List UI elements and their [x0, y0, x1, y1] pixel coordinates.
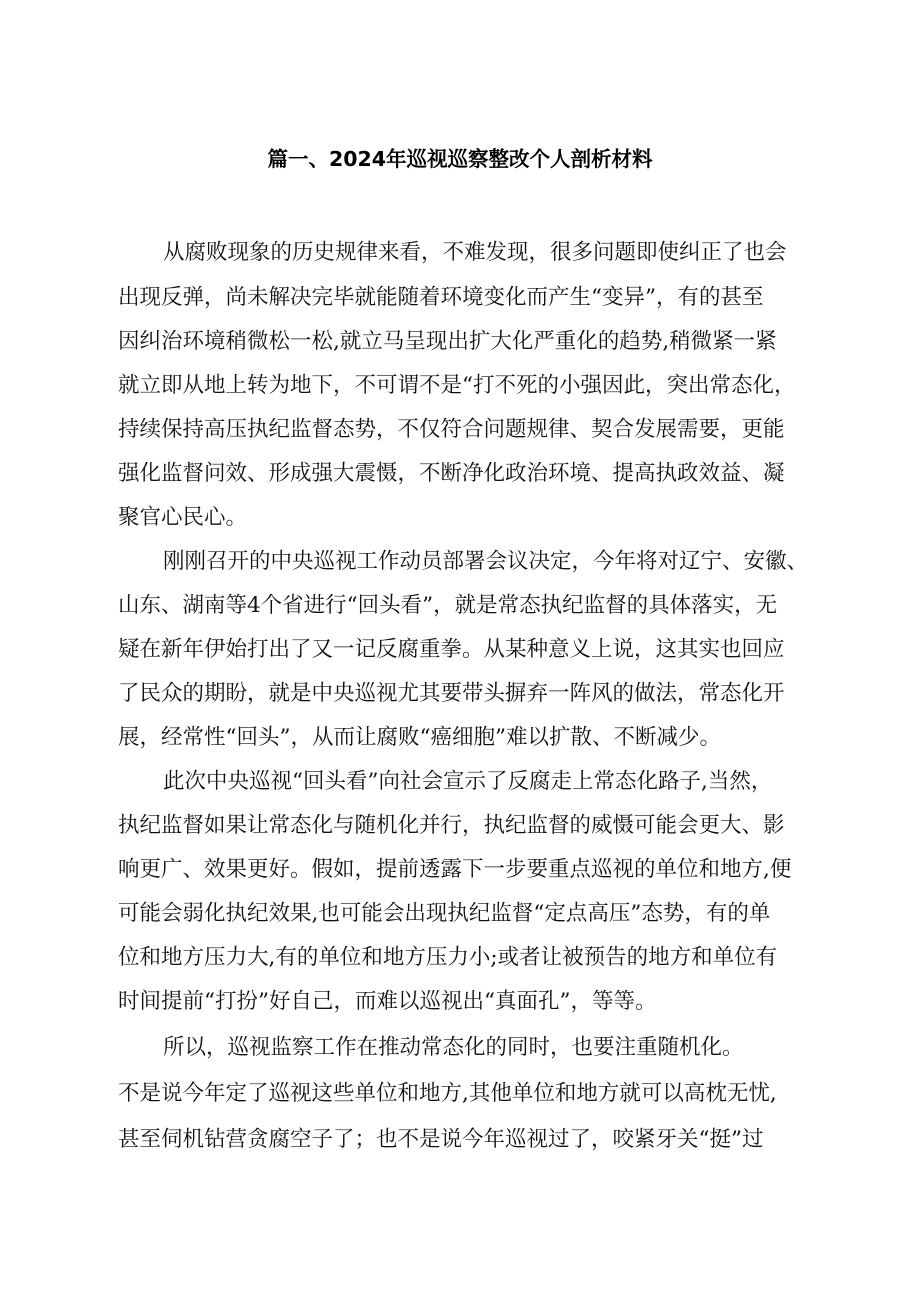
paragraph-3-line-3: 响更广、效果更好。假如，提前透露下一步要重点巡视的单位和地方,便	[118, 857, 792, 882]
paragraph-4-line-2: 不是说今年定了巡视这些单位和地方,其他单位和地方就可以高枕无忧,	[118, 1081, 777, 1106]
paragraph-2-line-1: 刚刚召开的中央巡视工作动员部署会议决定，今年将对辽宁、安徽、	[163, 549, 809, 574]
document-title: 篇一、2024年巡视巡察整改个人剖析材料	[267, 147, 653, 171]
paragraph-1-line-4: 就立即从地上转为地下，不可谓不是“打不死的小强因此，突出常态化，	[118, 373, 796, 398]
paragraph-4-line-1: 所以，巡视监察工作在推动常态化的同时，也要注重随机化。	[163, 1035, 744, 1060]
paragraph-2-line-2: 山东、湖南等4个省进行“回头看”，就是常态执纪监督的具体落实，无	[118, 593, 778, 618]
paragraph-1-line-1: 从腐败现象的历史规律来看，不难发现，很多问题即使纠正了也会	[163, 240, 787, 265]
paragraph-2-line-5: 展，经常性“回头”，从而让腐败“癌细胞”难以扩散、不断减少。	[118, 725, 721, 750]
paragraph-4-line-3: 甚至伺机钻营贪腐空子了；也不是说今年巡视过了，咬紧牙关“挺”过	[118, 1127, 764, 1152]
paragraph-2-line-4: 了民众的期盼，就是中央巡视尤其要带头摒弃一阵风的做法，常态化开	[118, 681, 785, 706]
paragraph-3-line-1: 此次中央巡视“回头看”向社会宣示了反腐走上常态化路子,当然，	[163, 769, 773, 794]
paragraph-3-line-2: 执纪监督如果让常态化与随机化并行，执纪监督的威慑可能会更大、影	[118, 813, 785, 838]
paragraph-1-line-7: 聚官心民心。	[118, 505, 248, 530]
paragraph-1-line-2: 出现反弹，尚未解决完毕就能随着环境变化而产生“变异”，有的甚至	[118, 285, 764, 310]
paragraph-3-line-4: 可能会弱化执纪效果,也可能会出现执纪监督“定点高压”态势，有的单	[118, 901, 771, 926]
paragraph-1-line-3: 因纠治环境稍微松一松,就立马呈现出扩大化严重化的趋势,稍微紧一紧	[118, 329, 777, 354]
paragraph-1-line-5: 持续保持高压执纪监督态势，不仅符合问题规律、契合发展需要，更能	[118, 417, 785, 442]
paragraph-3-line-5: 位和地方压力大,有的单位和地方压力小;或者让被预告的地方和单位有	[118, 945, 778, 970]
paragraph-3-line-6: 时间提前“打扮”好自己，而难以巡视出“真面孔”，等等。	[118, 989, 657, 1014]
paragraph-1-line-6: 强化监督问效、形成强大震慑，不断净化政治环境、提高执政效益、凝	[118, 461, 785, 486]
paragraph-2-line-3: 疑在新年伊始打出了又一记反腐重拳。从某种意义上说，这其实也回应	[118, 637, 785, 662]
